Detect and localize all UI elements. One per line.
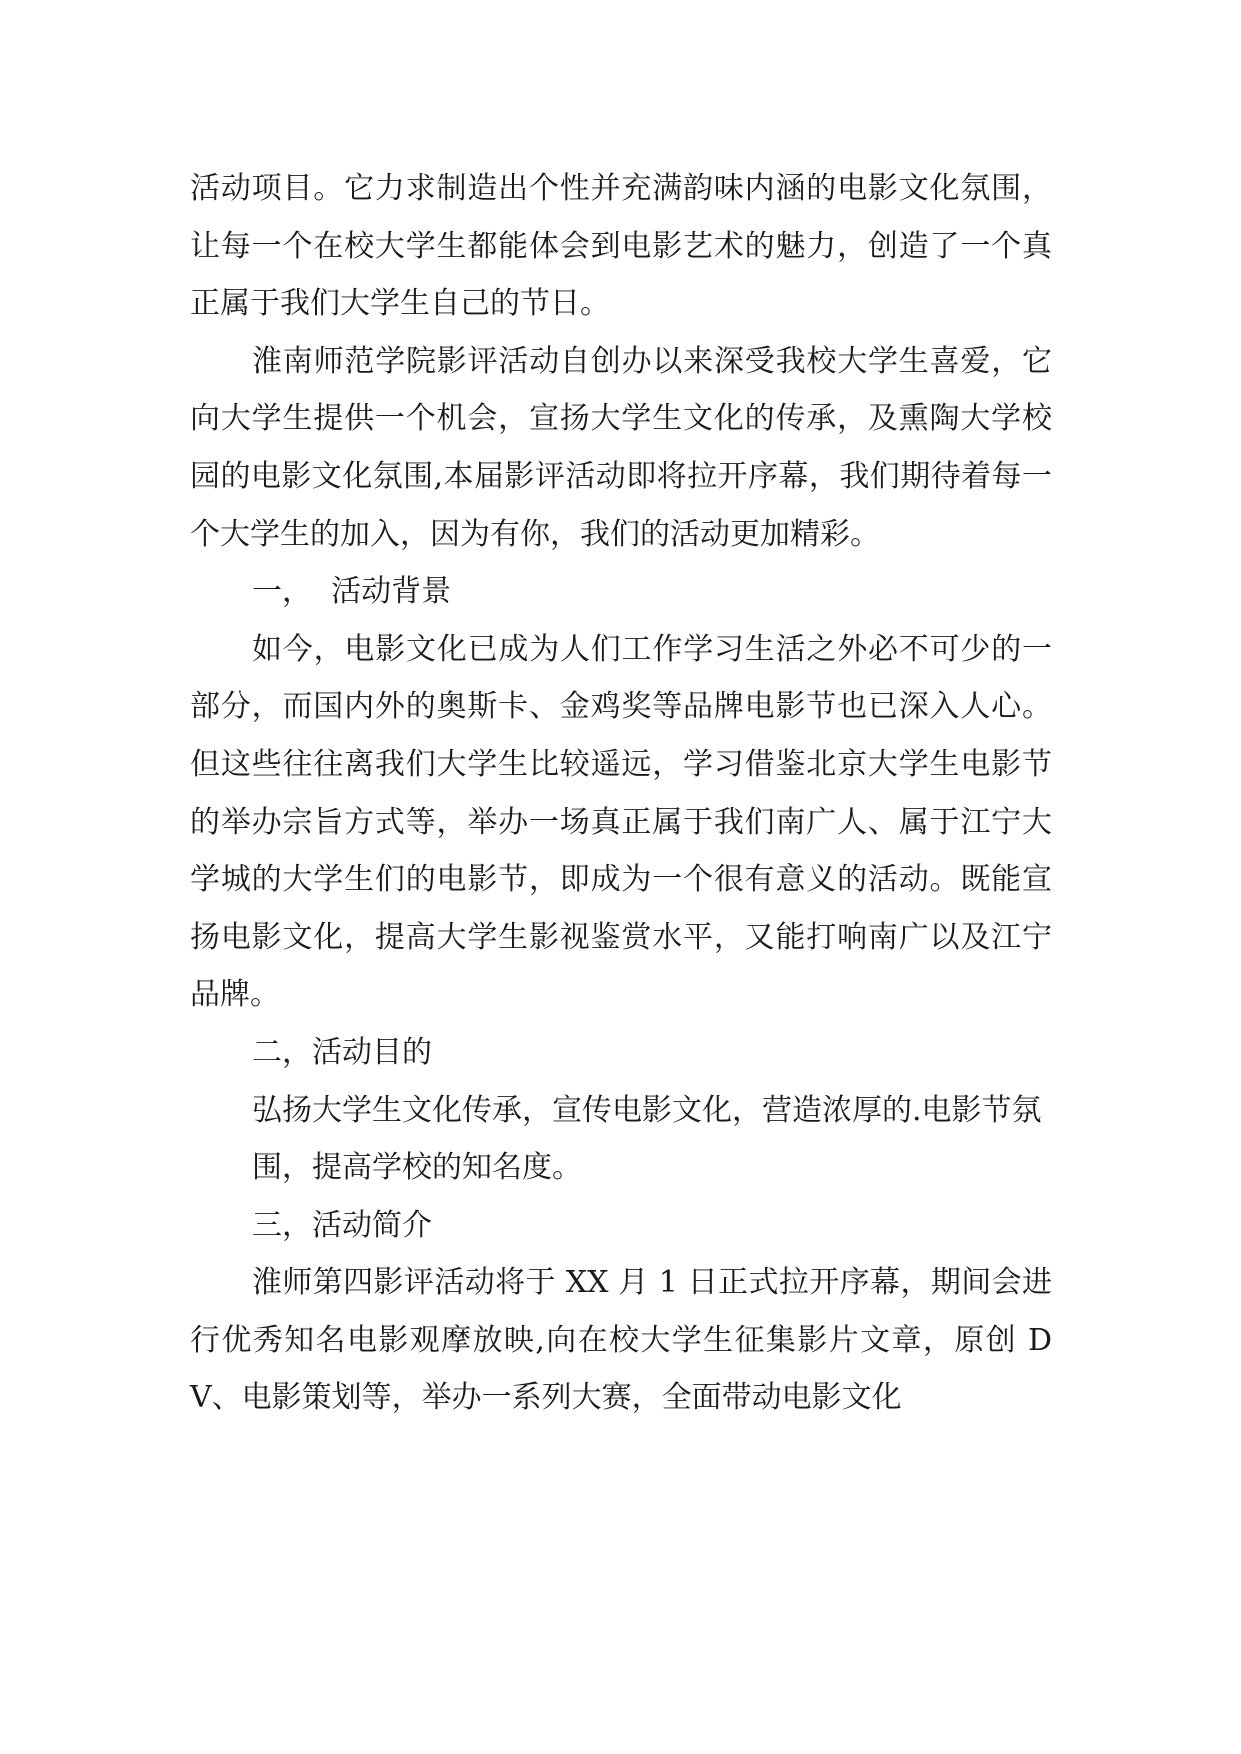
document-body: [190, 160, 1052, 1427]
section-heading-purpose: 二，活动目的: [252, 1034, 432, 1070]
section-heading-background: 一， 活动背景: [252, 574, 452, 610]
section-heading-overview: 三，活动简介: [252, 1207, 432, 1243]
paragraph-overview: 淮师第四影评活动将于 XX 月 1 日正式拉开序幕，期间会进行优秀知名电影观摩放映,向在校大学生征集影片文章，原创 DV、电影策划等，举办一系列大赛，全面带动电影文化: [190, 1265, 1052, 1416]
paragraph-background: 如今，电影文化已成为人们工作学习生活之外必不可少的一部分，而国内外的奥斯卡、金鸡奖等品牌电影节也已深入人心。但这些往往离我们大学生比较遥远，学习借鉴北京大学生电影节的举办宗旨方式等，举办一场真正属于我们南广人、属于江宁大学城的大学生们的电影节，即成为一个很有意义的活动。既能宣扬电影文化，提高大学生影视鉴赏水平，又能打响南广以及江宁品牌。: [190, 631, 1052, 1013]
paragraph-intro-continued: 活动项目。它力求制造出个性并充满韵味内涵的电影文化氛围，让每一个在校大学生都能体会到电影艺术的魅力，创造了一个真正属于我们大学生自己的节日。: [190, 171, 1052, 322]
paragraph-purpose-line1: 弘扬大学生文化传承，宣传电影文化，营造浓厚的.电影节氛: [252, 1092, 1042, 1128]
paragraph-intro: 淮南师范学院影评活动自创办以来深受我校大学生喜爱，它向大学生提供一个机会，宣扬大学生文化的传承，及熏陶大学校园的电影文化氛围,本届影评活动即将拉开序幕，我们期待着每一个大学生的加入，因为有你，我们的活动更加精彩。: [190, 343, 1052, 552]
paragraph-purpose-line2: 围，提高学校的知名度。: [252, 1150, 582, 1186]
